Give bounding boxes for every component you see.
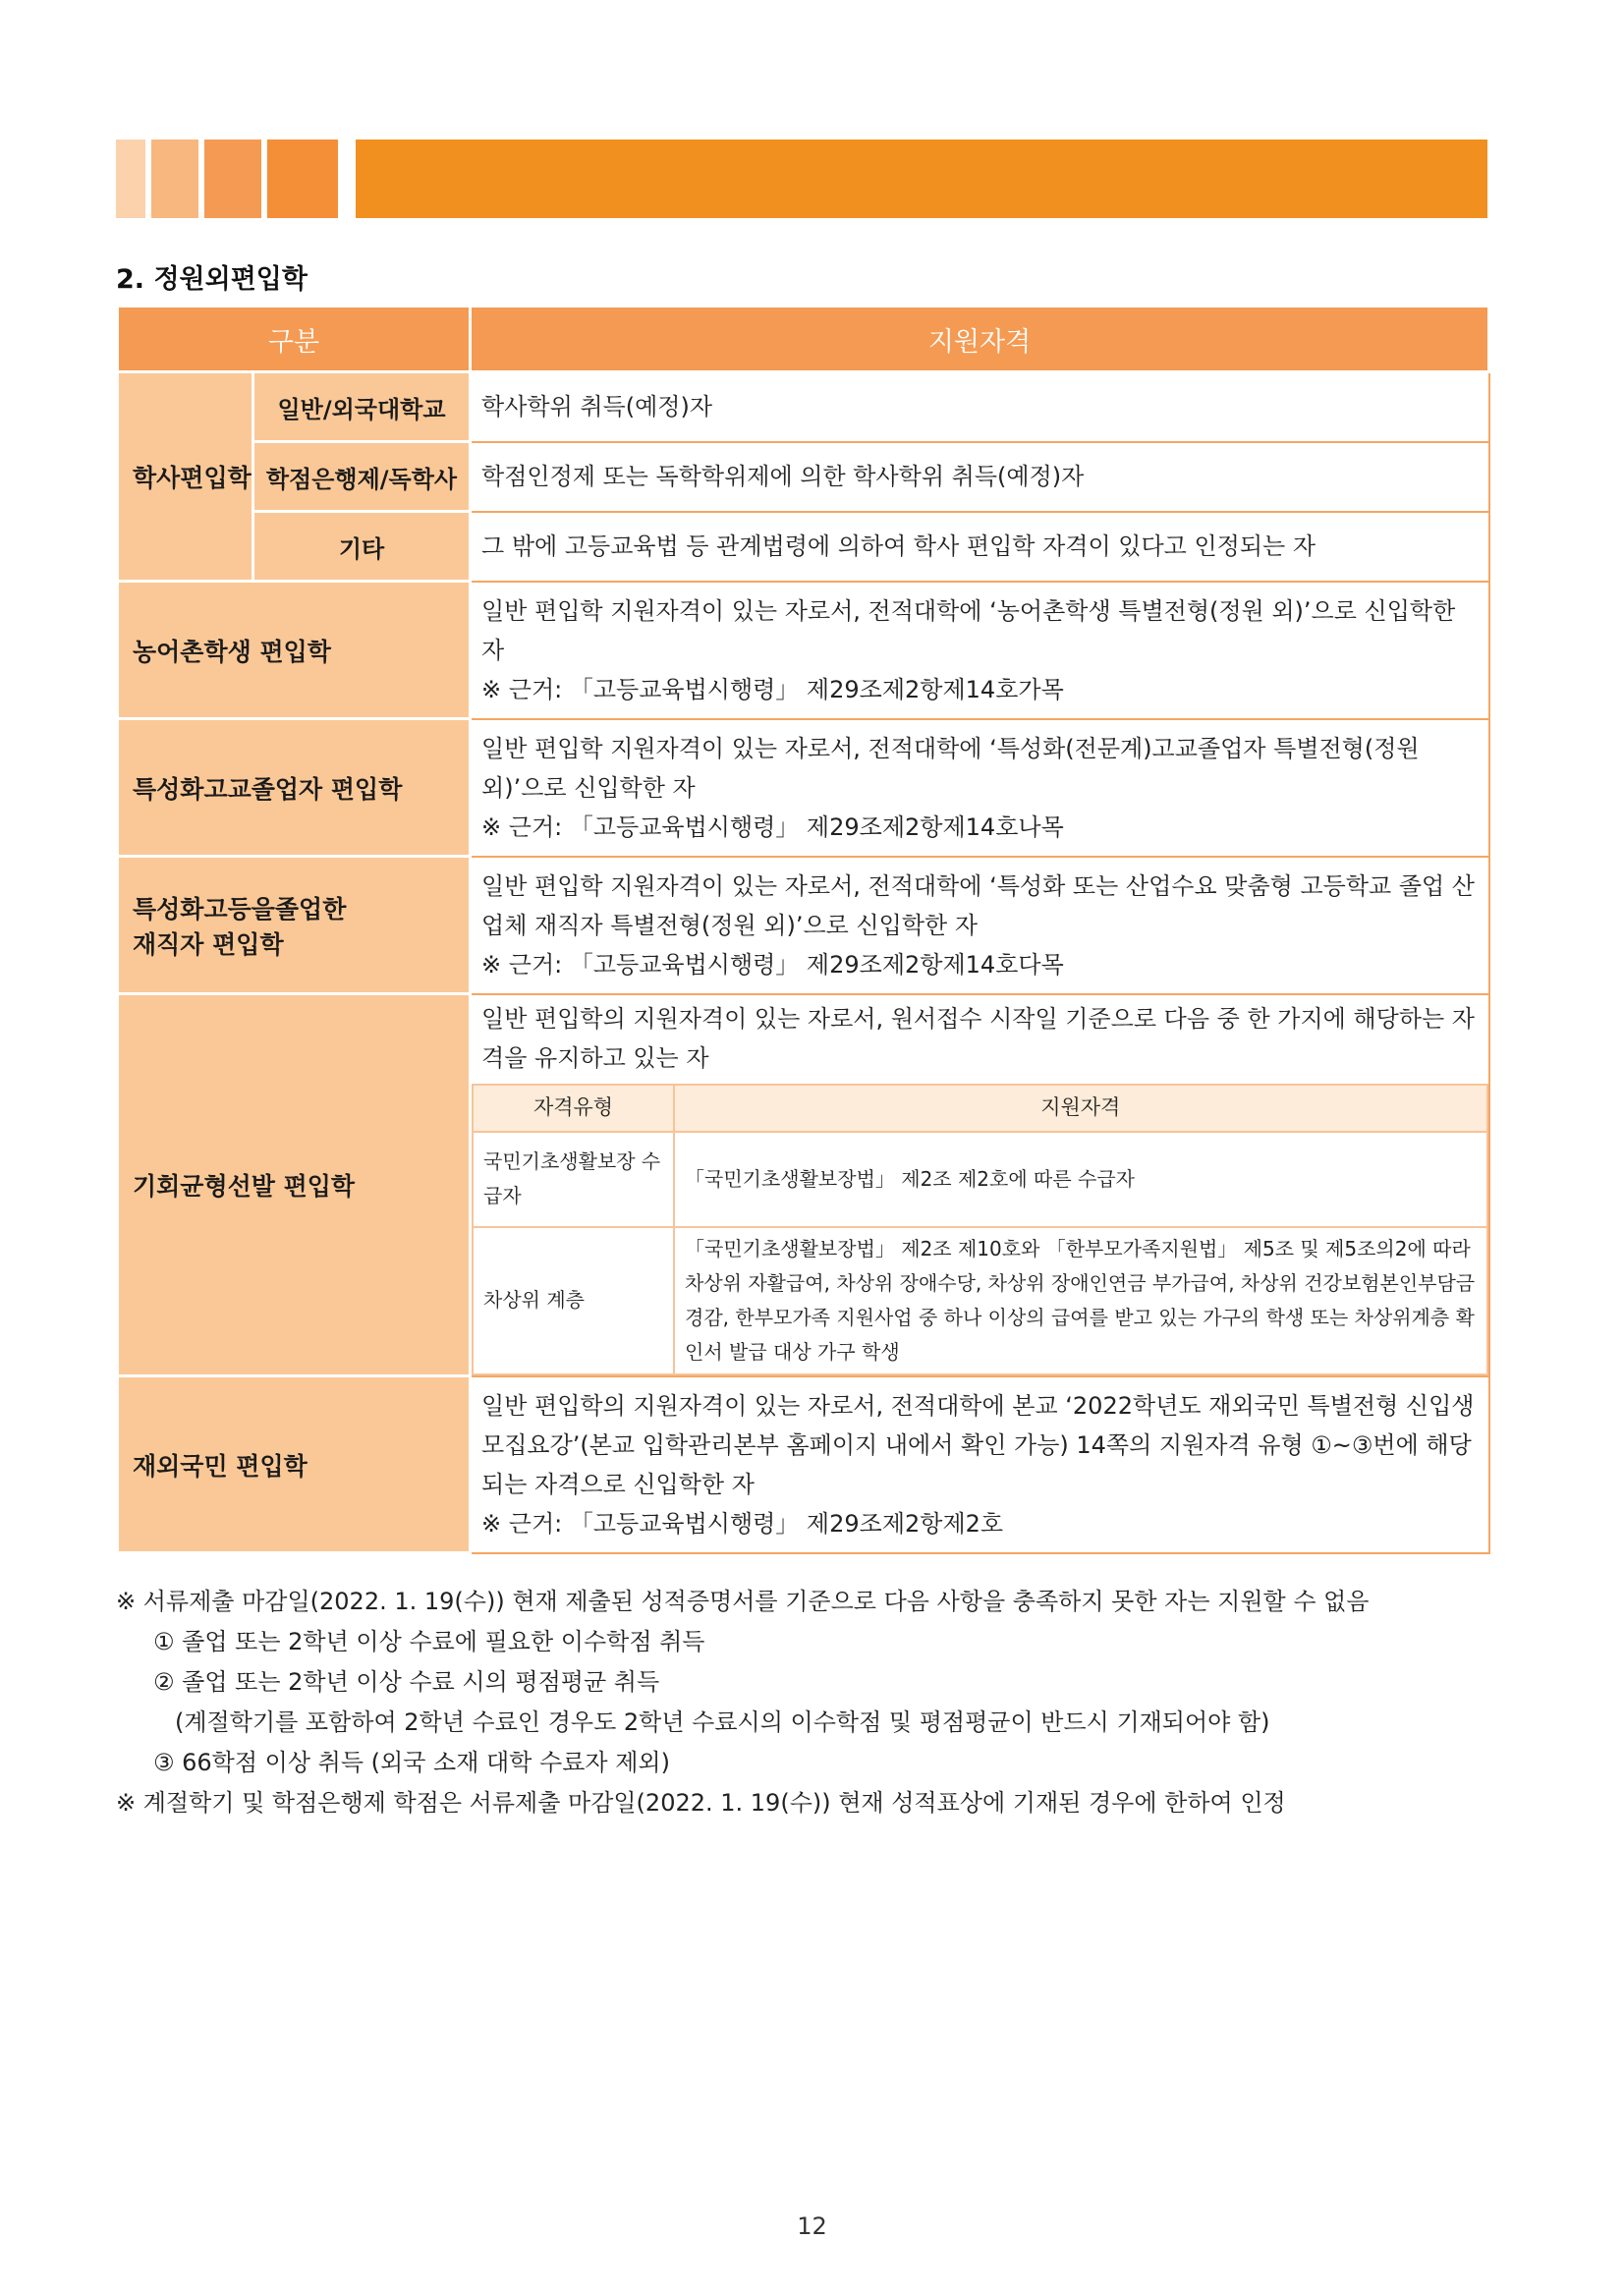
qualification-text: 일반 편입학의 지원자격이 있는 자로서, 전적대학에 본교 ‘2022학년도 재외국민 특별전형 신입생 모집요강’(본교 입학관리본부 홈페이지 내에서 확인 가능) 14쪽의 지원자격 유형 ①~③번에 해당되는 자격으로 신입학한 자 [481,1391,1475,1498]
qualification-cell [471,994,1489,1376]
notes [116,1582,1491,1823]
qualification-text: 일반 편입학 지원자격이 있는 자로서, 전적대학에 ‘농어촌학생 특별전형(정원 외)’으로 신입학한 자 [481,596,1456,664]
qualification-cell: 학사학위 취득(예정)자 [471,372,1489,442]
eligibility-type: 국민기초생활보장 수급자 [473,1132,674,1227]
header-banner [116,140,1487,218]
header-qualification: 지원자격 [471,307,1489,372]
category-overseas: 재외국민 편입학 [118,1376,471,1553]
note-item: ③ 66학점 이상 취득 (외국 소재 대학 수료자 제외) [153,1749,670,1776]
qualification-cell [471,719,1489,857]
subtable-header-qual: 지원자격 [674,1085,1487,1132]
note-line: ※ 서류제출 마감일(2022. 1. 19(수)) 현재 제출된 성적증명서를 기준으로 다음 사항을 충족하지 못한 자는 지원할 수 없음 [116,1588,1370,1615]
subtable-row [473,1227,1487,1374]
note-item: (계절학기를 포함하여 2학년 수료인 경우도 2학년 수료시의 이수학점 및 평점평균이 반드시 기재되어야 함) [175,1708,1270,1736]
category-label-line: 특성화고등을졸업한 [133,894,347,924]
table-row [118,372,1489,442]
qualification-cell [471,857,1489,994]
subcategory: 학점은행제/독학사 [253,442,471,512]
subtable-header-row [473,1085,1487,1132]
category-equal-opportunity: 기회균형선발 편입학 [118,994,471,1376]
table-row [118,582,1489,719]
banner-block [116,140,145,218]
note-line: ※ 계절학기 및 학점은행제 학점은 서류제출 마감일(2022. 1. 19(수)) 현재 성적표상에 기재된 경우에 한하여 인정 [116,1789,1286,1817]
eligibility-type: 차상위 계층 [473,1227,674,1374]
table-row [118,1376,1489,1553]
category-farm: 농어촌학생 편입학 [118,582,471,719]
qualification-cell: 그 밖에 고등교육법 등 관계법령에 의하여 학사 편입학 자격이 있다고 인정되는 자 [471,512,1489,582]
section-title: 2. 정원외편입학 [116,264,308,295]
eligibility-qual: 「국민기초생활보장법」 제2조 제10호와 「한부모가족지원법」 제5조 및 제5조의2에 따라 차상위 자활급여, 차상위 장애수당, 차상위 장애인연금 부가급여, 차상위 건강보험본인부담금 경감, 한부모가족 지원사업 중 하나 이상의 급여를 받고 있는 가구의 학생 또는 차상위계층 확인서 발급 대상 가구 학생 [674,1227,1487,1374]
legal-basis: ※ 근거: 「고등교육법시행령」 제29조제2항제14호다목 [481,950,1064,979]
legal-basis: ※ 근거: 「고등교육법시행령」 제29조제2항제14호나목 [481,812,1064,841]
category-specialized: 특성화고교졸업자 편입학 [118,719,471,857]
subtable-header-type: 자격유형 [473,1085,674,1132]
note-item: ② 졸업 또는 2학년 이상 수료 시의 평점평균 취득 [153,1668,660,1696]
subcategory: 일반/외국대학교 [253,372,471,442]
category-worker [118,857,471,994]
table-header-row [118,307,1489,372]
table-row [118,857,1489,994]
eligibility-qual: 「국민기초생활보장법」 제2조 제2호에 따른 수급자 [674,1132,1487,1227]
qualification-text: 일반 편입학 지원자격이 있는 자로서, 전적대학에 ‘특성화 또는 산업수요 맞춤형 고등학교 졸업 산업체 재직자 특별전형(정원 외)’으로 신입학한 자 [481,871,1475,939]
banner-block [267,140,338,218]
qualification-cell: 학점인정제 또는 독학학위제에 의한 학사학위 취득(예정)자 [471,442,1489,512]
qualification-text: 일반 편입학 지원자격이 있는 자로서, 전적대학에 ‘특성화(전문계)고교졸업자 특별전형(정원 외)’으로 신입학한 자 [481,734,1420,802]
qualification-text: 일반 편입학의 지원자격이 있는 자로서, 원서접수 시작일 기준으로 다음 중 한 가지에 해당하는 자격을 유지하고 있는 자 [481,1004,1475,1072]
banner-bar [356,140,1487,218]
category-label-line: 재직자 편입학 [133,929,284,959]
table-row [118,442,1489,512]
subtable-row [473,1132,1487,1227]
header-category: 구분 [118,307,471,372]
qualification-cell [471,582,1489,719]
category-bachelor: 학사편입학 [118,372,253,582]
qualification-cell [471,1376,1489,1553]
legal-basis: ※ 근거: 「고등교육법시행령」 제29조제2항제14호가목 [481,675,1064,703]
banner-block [151,140,198,218]
table-row [118,512,1489,582]
eligibility-subtable [472,1084,1488,1375]
qualification-table [116,305,1490,1554]
page-number: 12 [797,2212,827,2240]
banner-block [204,140,261,218]
table-row [118,994,1489,1376]
note-item: ① 졸업 또는 2학년 이상 수료에 필요한 이수학점 취득 [153,1628,705,1655]
table-row [118,719,1489,857]
subcategory: 기타 [253,512,471,582]
legal-basis: ※ 근거: 「고등교육법시행령」 제29조제2항제2호 [481,1509,1004,1538]
